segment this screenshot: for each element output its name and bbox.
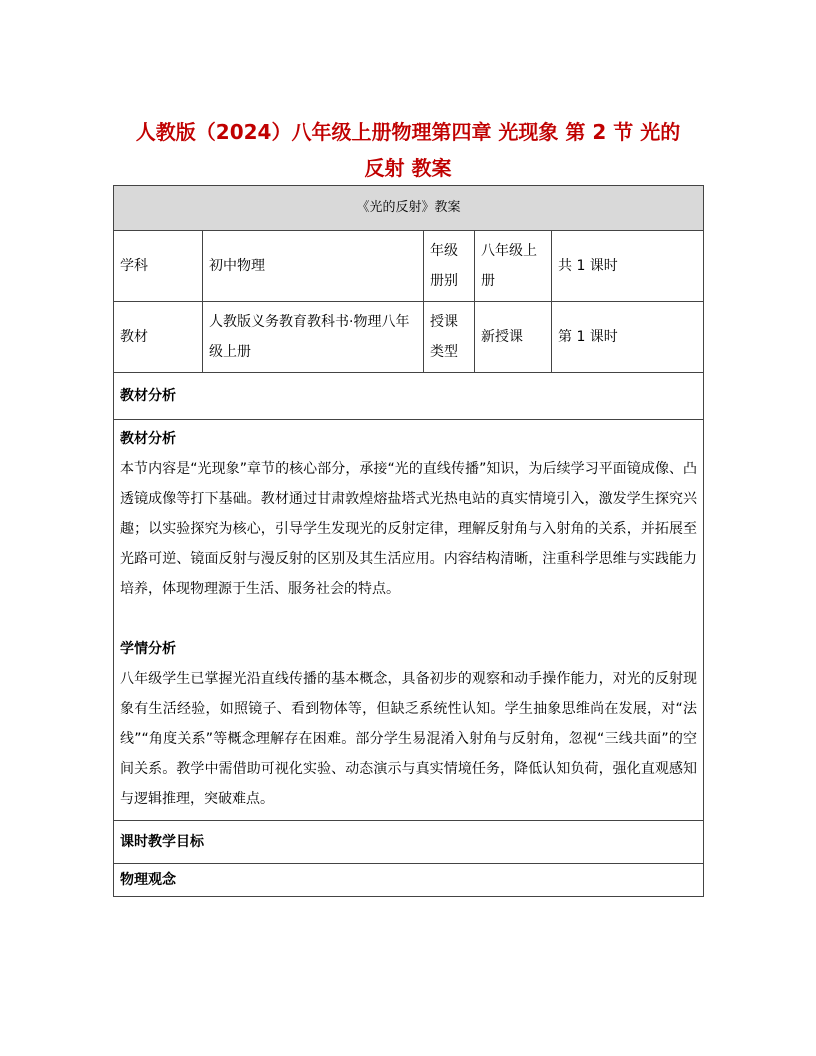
section-title-analysis: 教材分析 <box>120 388 176 404</box>
student-analysis-heading: 学情分析 <box>120 641 176 657</box>
textbook-label: 教材 <box>114 302 203 373</box>
student-analysis-text: 八年级学生已掌握光沿直线传播的基本概念，具备初步的观察和动手操作能力，对光的反射现象有生活经验，如照镜子、看到物体等，但缺乏系统性认知。学生抽象思维尚在发展，对“法线”“角度关系”等概念理解存在困难。部分学生易混淆入射角与反射角，忽视“三线共面”的空间关系。教学中需借助可视化实验、动态演示与真实情境任务，降低认知负荷，强化直观感知与逻辑推理，突破难点。 <box>120 671 698 807</box>
section-title-physics-concept: 物理观念 <box>120 872 176 888</box>
section-row-physics-concept <box>114 864 704 897</box>
document-title <box>100 114 716 186</box>
textbook-analysis-heading: 教材分析 <box>120 431 176 447</box>
lesson-type-value: 新授课 <box>475 302 552 373</box>
section-row-objectives <box>114 821 704 864</box>
lesson-number: 第 1 课时 <box>552 302 704 373</box>
table-header: 《光的反射》教案 <box>114 186 704 231</box>
table-row-subject <box>114 231 704 302</box>
subject-label: 学科 <box>114 231 203 302</box>
textbook-value: 人教版义务教育教科书·物理八年级上册 <box>203 302 424 373</box>
section-title-objectives: 课时教学目标 <box>120 834 204 850</box>
lesson-plan-table <box>113 185 704 897</box>
textbook-analysis-text: 本节内容是“光现象”章节的核心部分，承接“光的直线传播”知识，为后续学习平面镜成像、凸透镜成像等打下基础。教材通过甘肃敦煌熔盐塔式光热电站的真实情境引入，激发学生探究兴趣；以实验探究为核心，引导学生发现光的反射定律，理解反射角与入射角的关系，并拓展至光路可逆、镜面反射与漫反射的区别及其生活应用。内容结构清晰，注重科学思维与实践能力培养，体现物理源于生活、服务社会的特点。 <box>120 461 698 597</box>
table-header-row <box>114 186 704 231</box>
title-line-2: 反射 教案 <box>364 156 452 180</box>
title-line-1: 人教版（2024）八年级上册物理第四章 光现象 第 2 节 光的 <box>135 120 681 144</box>
lesson-type-label: 授课类型 <box>424 302 475 373</box>
analysis-content <box>114 420 704 821</box>
subject-value: 初中物理 <box>203 231 424 302</box>
grade-label: 年级册别 <box>424 231 475 302</box>
analysis-content-row <box>114 420 704 821</box>
grade-value: 八年级上册 <box>475 231 552 302</box>
section-row-analysis <box>114 373 704 420</box>
total-hours: 共 1 课时 <box>552 231 704 302</box>
table-row-textbook <box>114 302 704 373</box>
